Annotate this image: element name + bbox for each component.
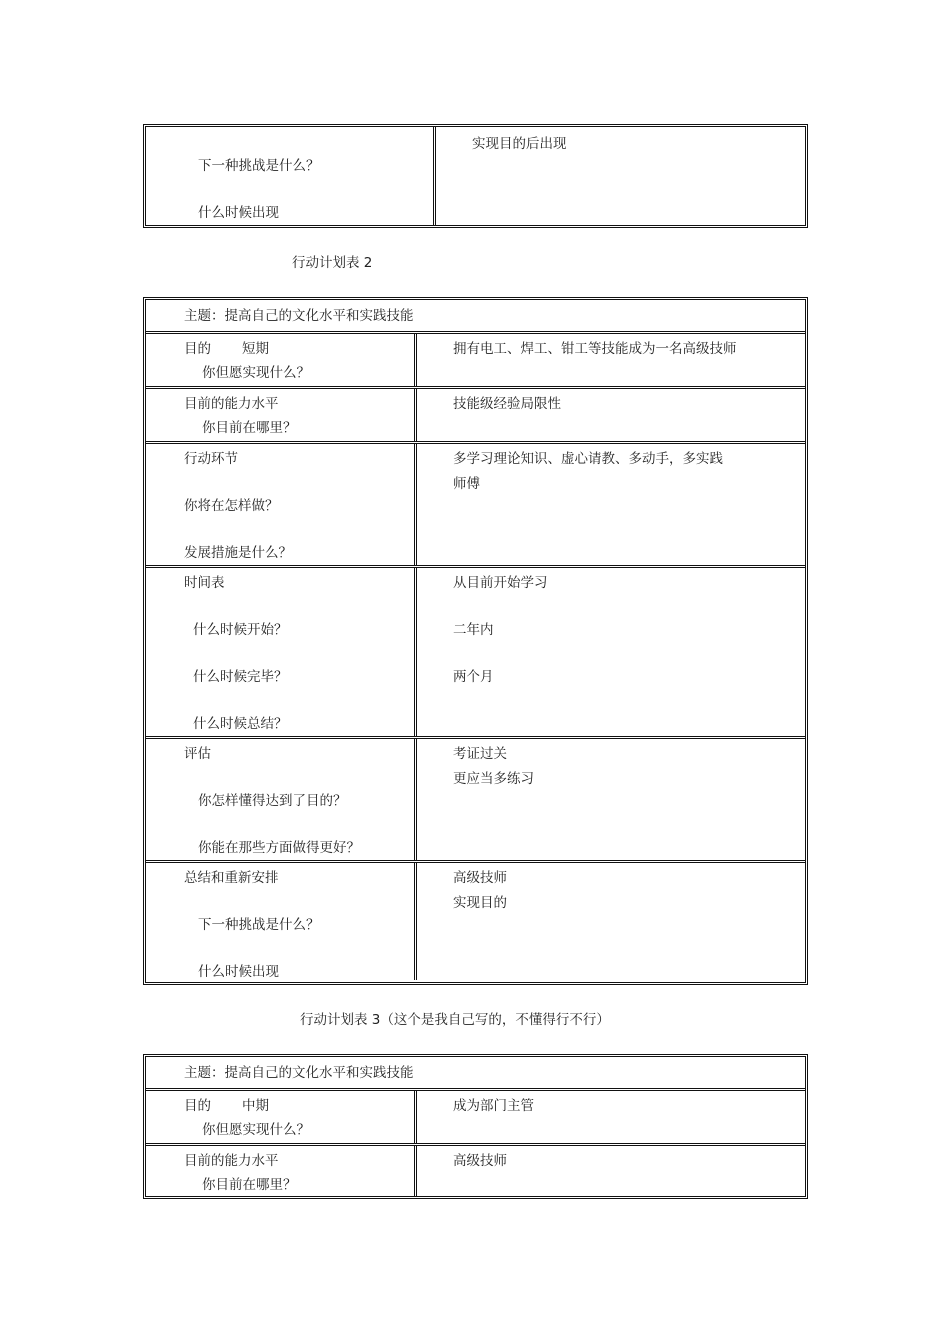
summary-right-cell-2 (414, 863, 805, 980)
theme-row-3 (146, 1057, 805, 1088)
level-answer: 技能级经验局限性 (453, 396, 561, 412)
schedule-label: 时间表 (184, 575, 225, 591)
goal-right-cell-3 (414, 1091, 805, 1143)
theme-text-3: 主题：提高自己的文化水平和实践技能 (184, 1065, 414, 1081)
goal-answer-3: 成为部门主管 (453, 1098, 534, 1114)
goal-label-3: 目的 (184, 1098, 211, 1114)
action-plan-table-3 (143, 1054, 808, 1199)
schedule-question-1: 什么时候开始？ (193, 622, 288, 638)
level-right-cell-3 (414, 1146, 805, 1196)
evaluate-answer-2: 更应当多练习 (453, 771, 534, 787)
action-answer-line-1: 多学习理论知识、虚心请教、多动手，多实践 (453, 451, 723, 467)
summary-question-2: 什么时候出现 (198, 964, 279, 980)
summary-right-cell (433, 127, 805, 225)
summary-answer-1: 高级技师 (453, 870, 507, 886)
evaluate-question-2: 你能在那些方面做得更好？ (198, 840, 360, 856)
level-label-3: 目前的能力水平 (184, 1153, 279, 1169)
summary-answer: 实现目的后出现 (472, 136, 567, 152)
schedule-left-cell (146, 568, 414, 736)
theme-row (146, 300, 805, 331)
goal-row-3 (146, 1088, 805, 1143)
goal-question: 你但愿实现什么？ (202, 365, 310, 381)
level-right-cell (414, 389, 805, 441)
schedule-question-2: 什么时候完毕？ (193, 669, 288, 685)
schedule-answer-3: 两个月 (453, 669, 494, 685)
summary-row (146, 127, 805, 225)
schedule-row (146, 565, 805, 736)
when-appears-question: 什么时候出现 (198, 205, 279, 221)
action-answer-line-2: 师傅 (453, 476, 480, 492)
summary-left-cell (146, 127, 433, 225)
next-challenge-question: 下一种挑战是什么？ (198, 158, 320, 174)
level-label: 目前的能力水平 (184, 396, 279, 412)
level-question-3: 你目前在哪里？ (202, 1177, 297, 1193)
level-answer-3: 高级技师 (453, 1153, 507, 1169)
goal-question-3: 你但愿实现什么？ (202, 1122, 310, 1138)
table-3-caption: 行动计划表 3（这个是我自己写的，不懂得行不行） (300, 1012, 610, 1028)
table-2-caption: 行动计划表 2 (292, 255, 373, 271)
evaluate-answer-1: 考证过关 (453, 746, 507, 762)
schedule-answer-2: 二年内 (453, 622, 494, 638)
goal-term: 短期 (242, 341, 269, 357)
goal-answer: 拥有电工、焊工、钳工等技能成为一名高级技师 (453, 341, 737, 357)
evaluate-left-cell (146, 739, 414, 860)
action-label: 行动环节 (184, 451, 238, 467)
level-row (146, 386, 805, 441)
action-left-cell (146, 444, 414, 565)
action-plan-table-1-fragment (143, 124, 808, 228)
goal-left-cell-3 (146, 1091, 414, 1143)
summary-label: 总结和重新安排 (184, 870, 279, 886)
schedule-right-cell (414, 568, 805, 736)
summary-left-cell-2 (146, 863, 414, 980)
evaluate-right-cell (414, 739, 805, 860)
action-question-1: 你将在怎样做？ (184, 498, 279, 514)
level-left-cell (146, 389, 414, 441)
summary-answer-2: 实现目的 (453, 895, 507, 911)
summary-question-1: 下一种挑战是什么？ (198, 917, 320, 933)
evaluate-question-1: 你怎样懂得达到了目的？ (198, 793, 347, 809)
theme-text: 主题：提高自己的文化水平和实践技能 (184, 308, 414, 324)
level-left-cell-3 (146, 1146, 414, 1196)
goal-term-3: 中期 (242, 1098, 269, 1114)
evaluate-row (146, 736, 805, 860)
goal-right-cell (414, 334, 805, 386)
evaluate-label: 评估 (184, 746, 211, 762)
action-question-2: 发展措施是什么？ (184, 545, 292, 561)
schedule-question-3: 什么时候总结？ (193, 716, 288, 732)
level-row-3 (146, 1143, 805, 1196)
action-right-cell (414, 444, 805, 565)
goal-label: 目的 (184, 341, 211, 357)
action-plan-table-2 (143, 297, 808, 985)
goal-row (146, 331, 805, 386)
level-question: 你目前在哪里？ (202, 420, 297, 436)
goal-left-cell (146, 334, 414, 386)
action-row (146, 441, 805, 565)
summary-row-2 (146, 860, 805, 980)
schedule-answer-1: 从目前开始学习 (453, 575, 548, 591)
